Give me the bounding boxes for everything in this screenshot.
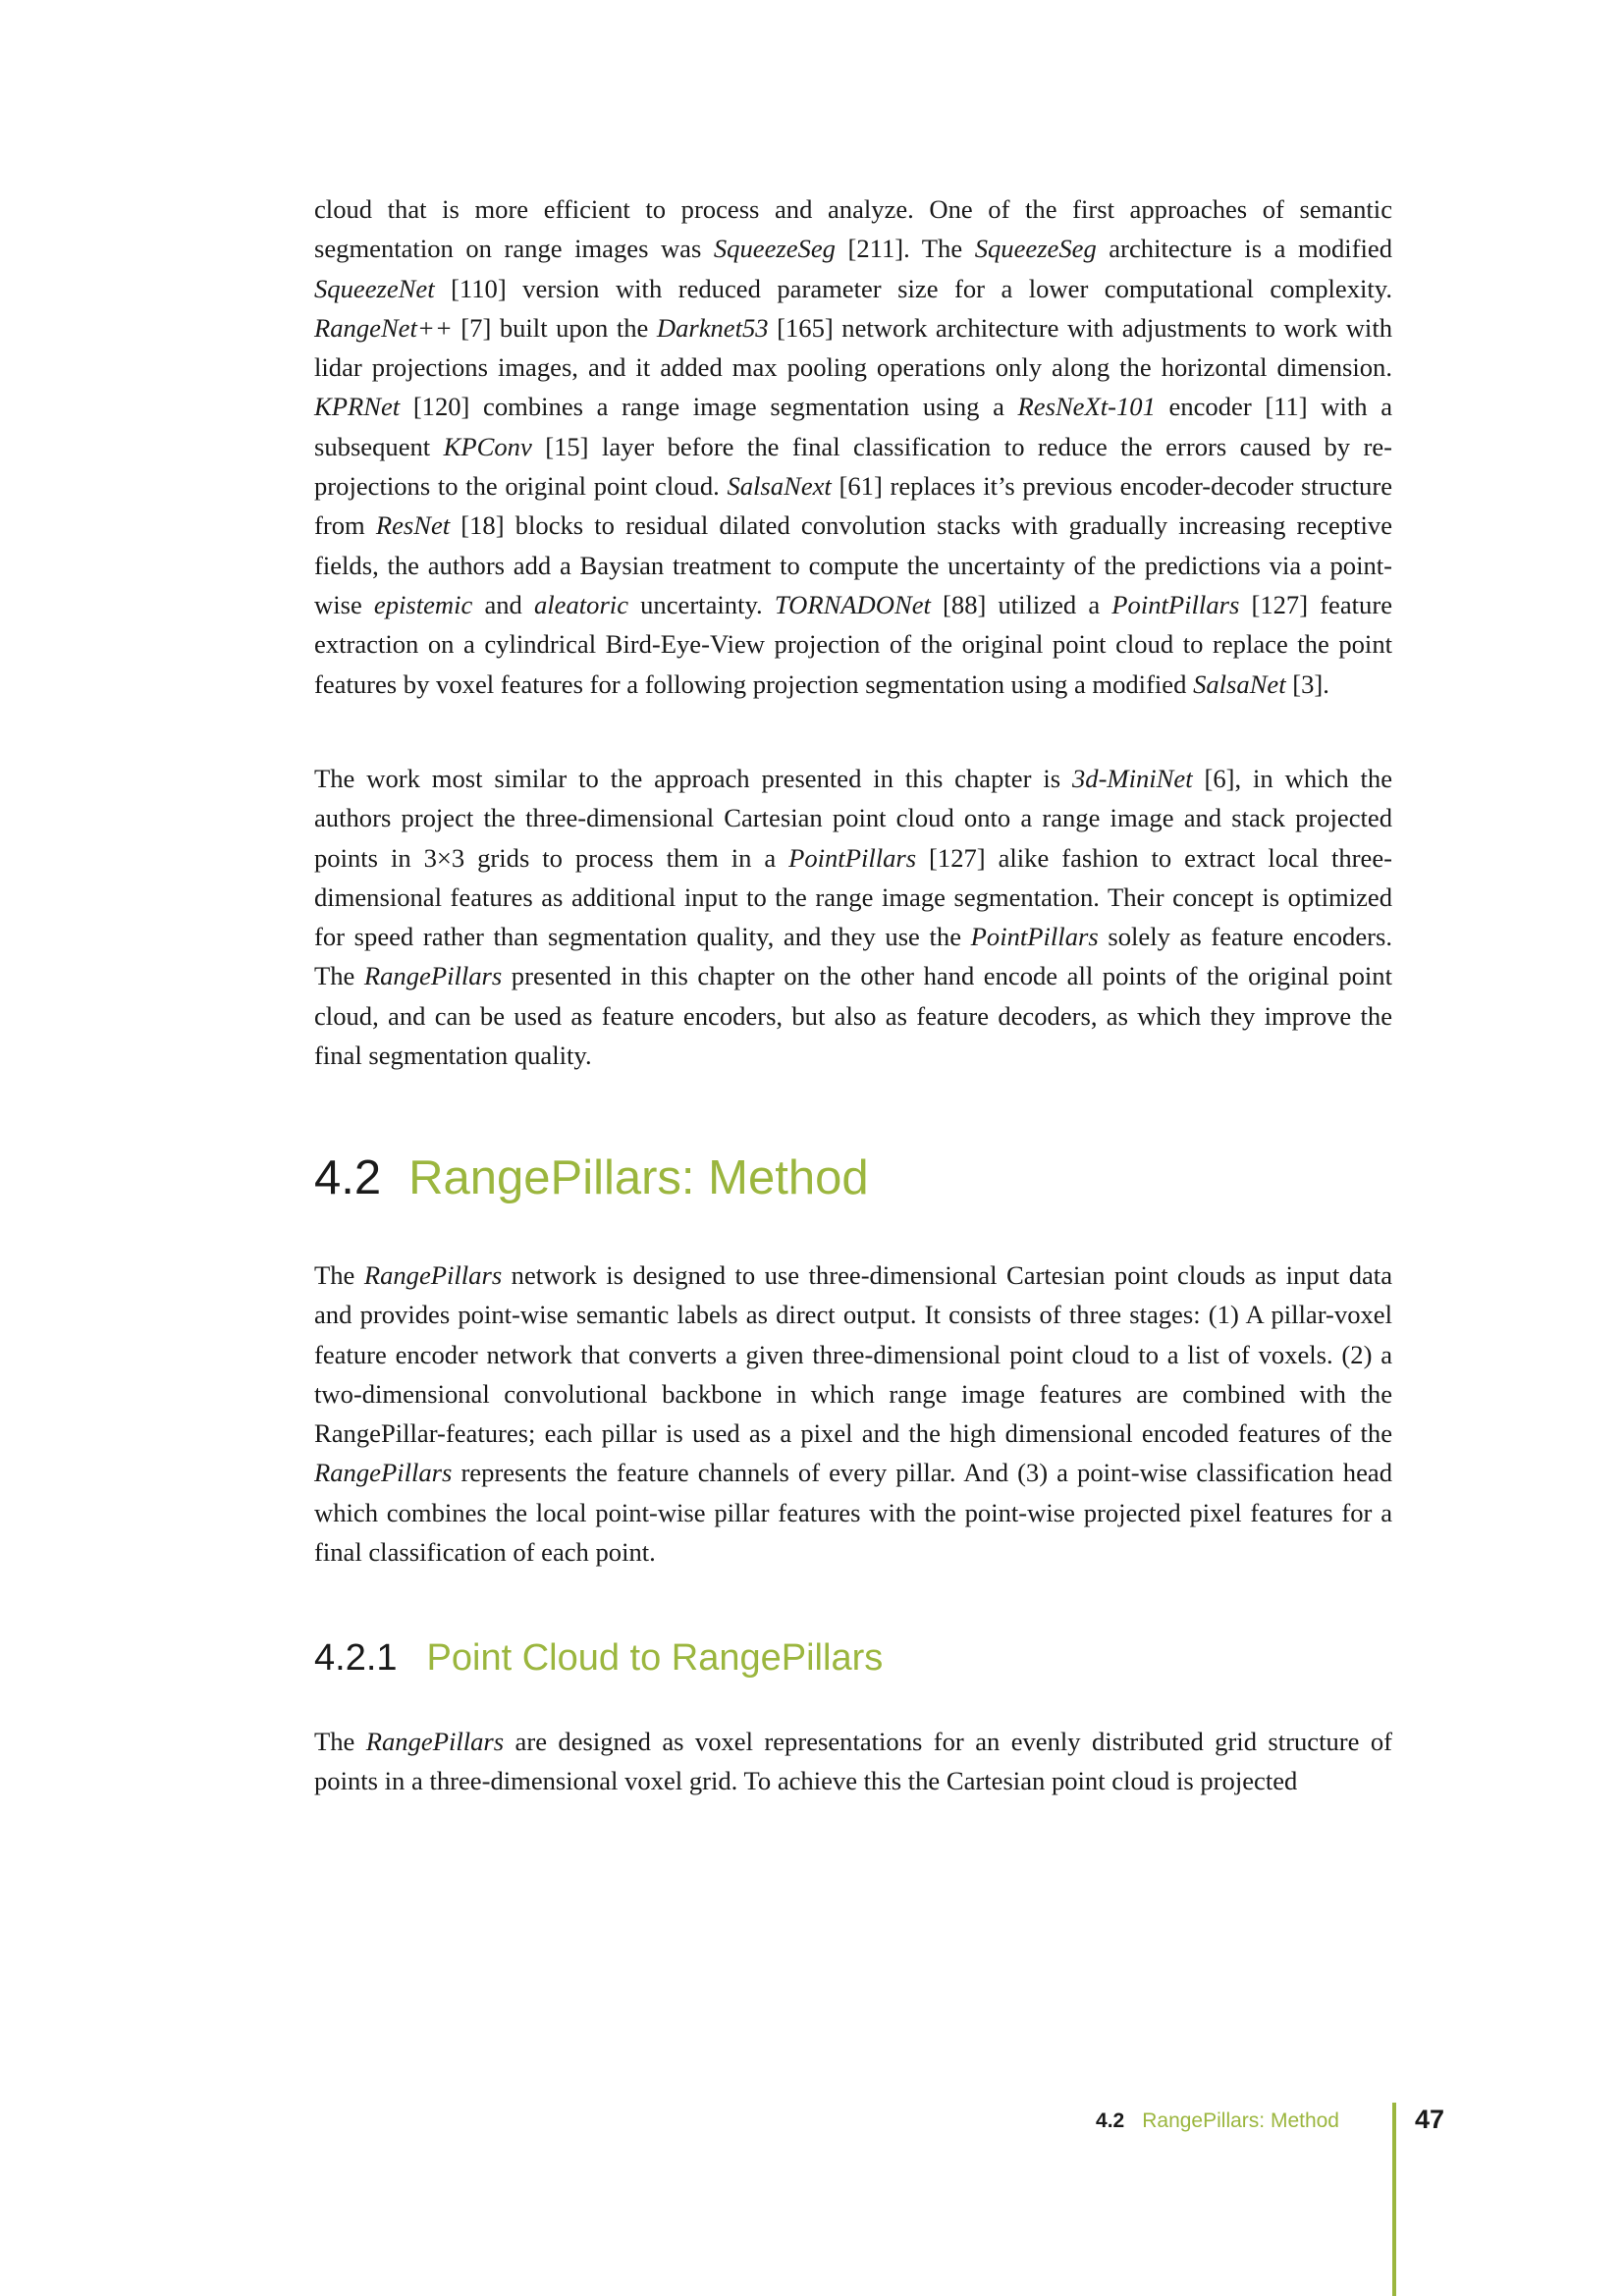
text-run: The work most similar to the approach presented in this chapter is — [314, 764, 1072, 793]
subsection-heading — [314, 1634, 883, 1682]
section-heading — [314, 1148, 869, 1207]
emphasis-term: ResNeXt-101 — [1017, 392, 1156, 422]
text-run: [3]. — [1285, 668, 1329, 699]
text-run: [7] built upon the — [452, 312, 657, 343]
emphasis-term: SqueezeNet — [314, 273, 435, 303]
text-run: [6], in which the authors project the three-dimensional Cartesian point cloud onto a range image and stack projected points in 3×3 grids to process them in a — [314, 764, 1393, 873]
emphasis-term: SalsaNet — [1193, 668, 1286, 699]
emphasis-term: epistemic — [373, 589, 473, 619]
running-footer — [1096, 2108, 1339, 2135]
emphasis-term: TORNADONet — [774, 589, 931, 619]
text-run: [61] replaces it’s previous encoder-decoder structure from — [314, 471, 1392, 541]
subsection-title: Point Cloud to RangePillars — [426, 1637, 884, 1679]
emphasis-term: RangePillars — [363, 961, 503, 991]
section-number: 4.2 — [314, 1151, 382, 1204]
emphasis-term: RangePillars — [363, 1260, 503, 1290]
emphasis-term: SalsaNext — [727, 471, 832, 502]
emphasis-term: RangeNet++ — [314, 312, 453, 343]
text-run: [211]. The — [835, 234, 975, 264]
emphasis-term: RangePillars — [314, 1458, 453, 1488]
text-run: encoder [11] with a subsequent — [314, 392, 1392, 461]
page-number: 47 — [1415, 2105, 1445, 2134]
section-title: RangePillars: Method — [408, 1151, 869, 1204]
text-run: [18] blocks to residual dilated convolution stacks with gradually increasing receptive fields, the authors add a Baysian treatment to compute the uncertainty of the predictions via a point-wise — [314, 510, 1393, 619]
footer-divider — [1392, 2103, 1396, 2296]
text-run: [15] layer before the final classification to reduce the errors caused by re-projections to the original point cloud. — [314, 431, 1393, 502]
text-run: uncertainty. — [628, 589, 775, 619]
emphasis-term: RangePillars — [365, 1727, 505, 1756]
emphasis-term: KPRNet — [314, 392, 401, 422]
text-run: are designed as voxel representations for an evenly distributed grid structure of points in a three-dimensional voxel grid. To achieve this the Cartesian point cloud is projected — [314, 1727, 1392, 1796]
emphasis-term: 3d-MiniNet — [1071, 764, 1193, 793]
emphasis-term: aleatoric — [533, 589, 628, 619]
emphasis-term: ResNet — [375, 510, 451, 541]
emphasis-term: SqueezeSeg — [974, 234, 1097, 264]
emphasis-term: PointPillars — [788, 842, 917, 873]
text-run: [110] version with reduced parameter size for a lower computational complexity. — [434, 273, 1392, 303]
paragraph-point-cloud-to-pillars — [314, 1722, 1392, 1801]
subsection-number: 4.2.1 — [314, 1637, 398, 1679]
text-run: [120] combines a range image segmentation using a — [400, 392, 1018, 422]
emphasis-term: KPConv — [443, 431, 532, 461]
text-run: solely as feature encoders. The — [314, 922, 1392, 991]
text-run: network is designed to use three-dimensional Cartesian point clouds as input data and provides point-wise semantic labels as direct output. It consists of three stages: (1) A pillar-voxel feature encoder network that converts a given three-dimensional point cloud to a list of voxels. (2) a two-dimensional convolutional backbone in which range image features are combined with the RangePillar-features; each pillar is used as a pixel and the high dimensional encoded features of the — [314, 1260, 1392, 1449]
emphasis-term: Darknet53 — [656, 312, 769, 343]
text-run: [127] feature extraction on a cylindrical Bird-Eye-View projection of the original point cloud to replace the point features by voxel features for a following projection segmentation using a modified — [314, 589, 1392, 699]
emphasis-term: PointPillars — [970, 922, 1099, 952]
paragraph-method-overview — [314, 1255, 1392, 1572]
text-run: presented in this chapter on the other hand encode all points of the original point cloud, and can be used as feature encoders, but also as feature decoders, as which they improve the final segmentation quality. — [314, 961, 1392, 1071]
text-run: The — [314, 1260, 364, 1290]
text-run: [127] alike fashion to extract local three-dimensional features as additional input to the range image segmentation. Their concept is optimized for speed rather than segmentation quality, and they use the — [314, 842, 1392, 952]
text-run: architecture is a modified — [1096, 234, 1392, 264]
text-run: The — [314, 1727, 366, 1756]
text-run: and — [472, 589, 534, 619]
emphasis-term: SqueezeSeg — [713, 234, 836, 264]
footer-section-title: RangePillars: Method — [1142, 2109, 1339, 2132]
text-run: represents the feature channels of every pillar. And (3) a point-wise classification head which combines the local point-wise pillar features with the point-wise projected pixel features for a final classification of each point. — [314, 1458, 1392, 1568]
text-run: [88] utilized a — [930, 589, 1112, 619]
text-run: cloud that is more efficient to process and analyze. One of the first approaches of semantic segmentation on range images was — [314, 194, 1392, 264]
text-run: [165] network architecture with adjustments to work with lidar projections images, and it added max pooling operations only along the horizontal dimension. — [314, 312, 1393, 383]
paragraph-related-work — [314, 759, 1392, 1075]
paragraph-range-image-methods — [314, 189, 1392, 704]
emphasis-term: PointPillars — [1111, 589, 1240, 619]
footer-section-number: 4.2 — [1096, 2109, 1125, 2132]
